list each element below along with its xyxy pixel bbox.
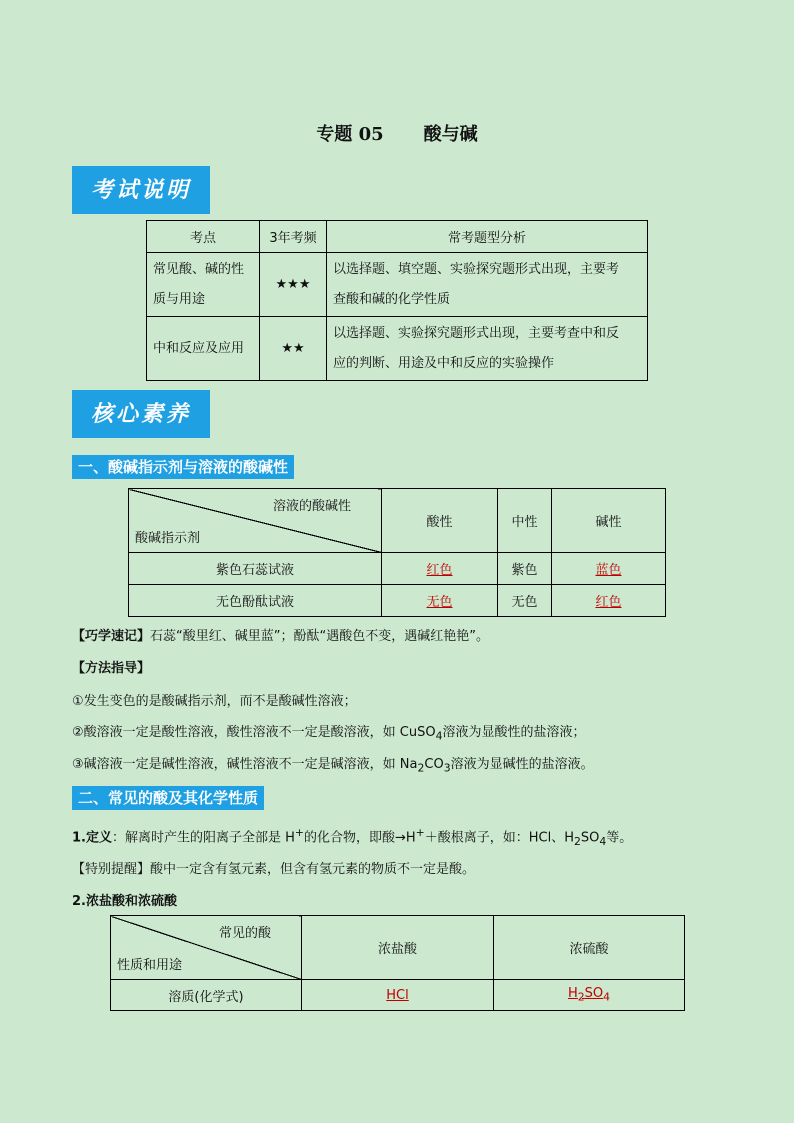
section1-heading: 一、酸碱指示剂与溶液的酸碱性 — [72, 455, 294, 479]
corner-bottom-label: 性质和用途 — [117, 958, 183, 973]
indicator-name: 无色酚酞试液 — [129, 585, 382, 617]
table-row — [147, 253, 648, 317]
corner-top-label: 溶液的酸碱性 — [272, 499, 351, 514]
table-row — [129, 553, 666, 585]
exam-header-point: 考点 — [147, 221, 260, 253]
core-literacy-banner: 核心素养 — [72, 390, 210, 438]
acid-color: 无色 — [426, 595, 453, 610]
hcl-formula: HCl — [386, 987, 409, 1003]
exam-freq: ★★ — [260, 317, 327, 381]
col-hcl: 浓盐酸 — [302, 916, 494, 980]
method-item-2: ②酸溶液一定是酸性溶液，酸性溶液不一定是酸溶液，如 CuSO$_4$溶液为显酸性的盐溶液； — [72, 725, 586, 743]
neutral-color: 无色 — [498, 585, 552, 617]
topic-name: 酸与碱 — [423, 124, 478, 145]
special-reminder: 【特别提醒】酸中一定含有氢元素，但含有氢元素的物质不一定是酸。 — [72, 862, 476, 877]
exam-analysis: 以选择题、填空题、实验探究题形式出现，主要考 查酸和碱的化学性质 — [327, 253, 648, 317]
indicator-name: 紫色石蕊试液 — [129, 553, 382, 585]
exam-point: 常见酸、碱的性 质与用途 — [147, 253, 260, 317]
acid-corner-cell — [111, 916, 302, 980]
base-color: 蓝色 — [595, 563, 622, 578]
row-label-solute: 溶质(化学式) — [111, 980, 302, 1011]
table-row — [147, 317, 648, 381]
topic-number: 专题 05 — [316, 124, 384, 145]
memory-tip: 【巧学速记】石蕊“酸里红、碱里蓝”；酚酞“遇酸色不变，遇碱红艳艳”。 — [72, 629, 489, 644]
exam-point: 中和反应及应用 — [147, 317, 260, 381]
acid-color: 红色 — [426, 563, 453, 578]
exam-header-analysis: 常考题型分析 — [327, 221, 648, 253]
indicator-corner-cell — [129, 489, 382, 553]
section2-heading: 二、常见的酸及其化学性质 — [72, 786, 264, 810]
col-acid: 酸性 — [382, 489, 498, 553]
h2so4-formula: $H_2SO_4$ — [567, 986, 611, 1004]
exam-table — [146, 220, 648, 381]
col-h2so4: 浓硫酸 — [494, 916, 685, 980]
col-base: 碱性 — [552, 489, 666, 553]
exam-analysis: 以选择题、实验探究题形式出现，主要考查中和反 应的判断、用途及中和反应的实验操作 — [327, 317, 648, 381]
table-row — [129, 585, 666, 617]
page-title — [0, 120, 794, 146]
method-item-3: ③碱溶液一定是碱性溶液，碱性溶液不一定是碱溶液，如 $Na_2CO_3$溶液为显碱性的盐溶液。 — [72, 757, 594, 775]
method-item-1: ①发生变色的是酸碱指示剂，而不是酸碱性溶液； — [72, 694, 357, 709]
exam-freq: ★★★ — [260, 253, 327, 317]
exam-description-banner: 考试说明 — [72, 166, 210, 214]
col-neutral: 中性 — [498, 489, 552, 553]
method-label: 【方法指导】 — [72, 661, 151, 676]
corner-top-label: 常见的酸 — [218, 926, 271, 941]
exam-header-freq: 3年考频 — [260, 221, 327, 253]
table-row — [111, 980, 685, 1011]
base-color: 红色 — [595, 595, 622, 610]
neutral-color: 紫色 — [498, 553, 552, 585]
corner-bottom-label: 酸碱指示剂 — [135, 531, 201, 546]
acid-definition: 1.定义：解离时产生的阳离子全部是 H+的化合物，即酸→H+＋酸根离子，如：HCl、$H_2SO_4$等。 — [72, 826, 633, 848]
acid-table — [110, 915, 685, 1011]
indicator-table — [128, 488, 666, 617]
subsection-title: 2.浓盐酸和浓硫酸 — [72, 894, 177, 909]
